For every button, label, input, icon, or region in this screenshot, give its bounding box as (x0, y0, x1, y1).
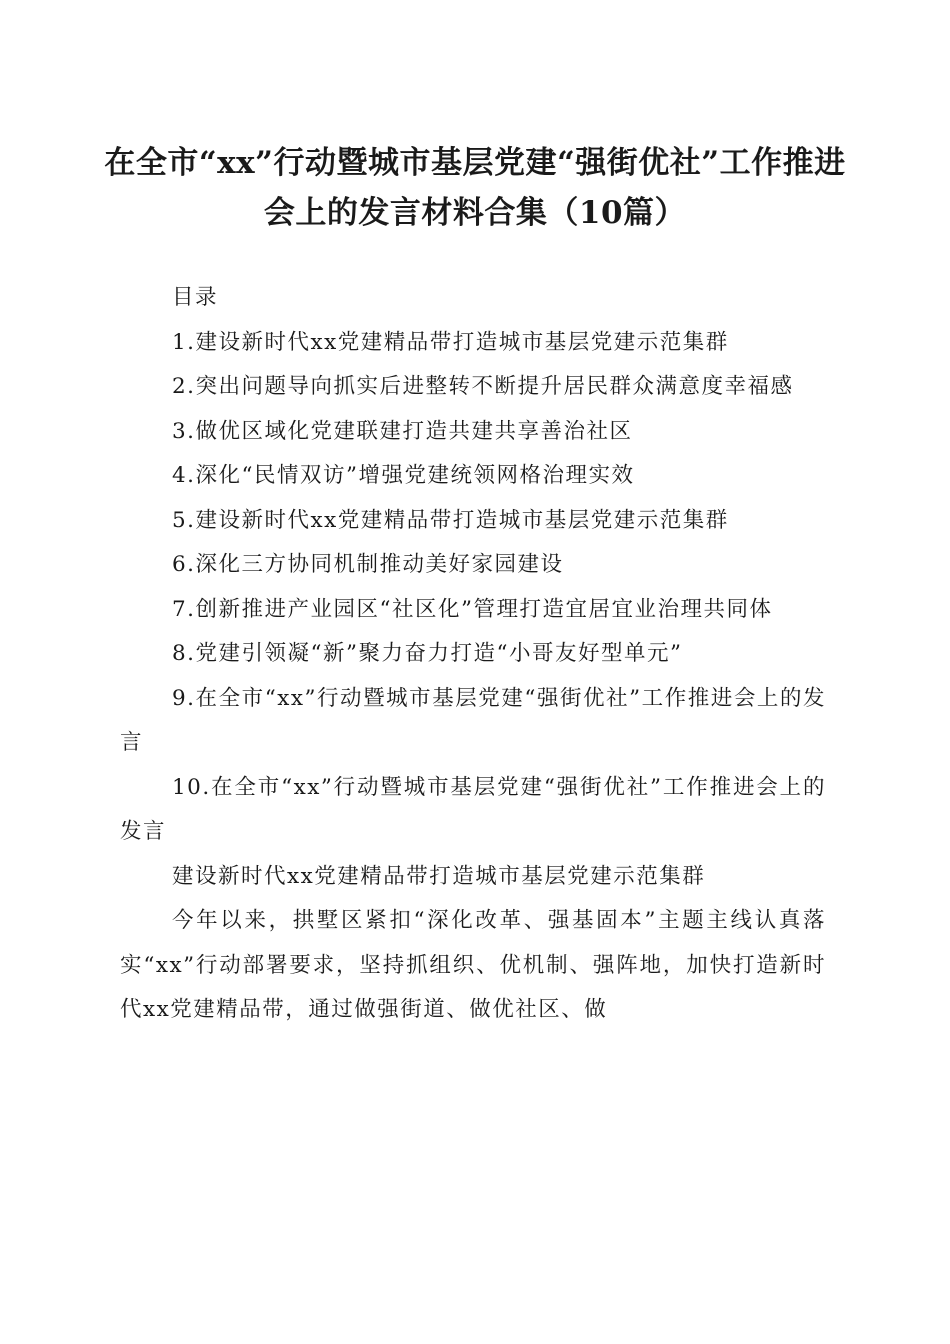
toc-item: 8.党建引领凝“新”聚力奋力打造“小哥友好型单元” (172, 641, 683, 666)
toc-heading: 目录 (172, 285, 219, 310)
toc-item: 1.建设新时代xx党建精品带打造城市基层党建示范集群 (172, 329, 729, 355)
toc-item: 2.突出问题导向抓实后进整转不断提升居民群众满意度幸福感 (172, 374, 794, 399)
toc-item: 9.在全市“xx”行动暨城市基层党建“强街优社”工作推进会上的发言 (120, 685, 826, 755)
toc-item: 6.深化三方协同机制推动美好家园建设 (172, 552, 564, 577)
document-body (120, 276, 826, 1033)
toc-item: 5.建设新时代xx党建精品带打造城市基层党建示范集群 (172, 507, 729, 533)
document-title: 在全市“xx”行动暨城市基层党建“强街优社”工作推进会上的发言材料合集（10篇） (104, 145, 846, 231)
section-heading: 建设新时代xx党建精品带打造城市基层党建示范集群 (172, 863, 706, 889)
toc-item: 4.深化“民情双访”增强党建统领网格治理实效 (172, 463, 635, 488)
body-paragraph: 今年以来，拱墅区紧扣“深化改革、强基固本”主题主线认真落实“xx”行动部署要求，坚持抓组织、优机制、强阵地，加快打造新时代xx党建精品带，通过做强街道、做优社区、做 (120, 908, 826, 1022)
toc-item: 10.在全市“xx”行动暨城市基层党建“强街优社”工作推进会上的发言 (120, 774, 826, 844)
toc-item: 7.创新推进产业园区“社区化”管理打造宜居宜业治理共同体 (172, 596, 773, 622)
toc-item: 3.做优区域化党建联建打造共建共享善治社区 (172, 418, 633, 444)
